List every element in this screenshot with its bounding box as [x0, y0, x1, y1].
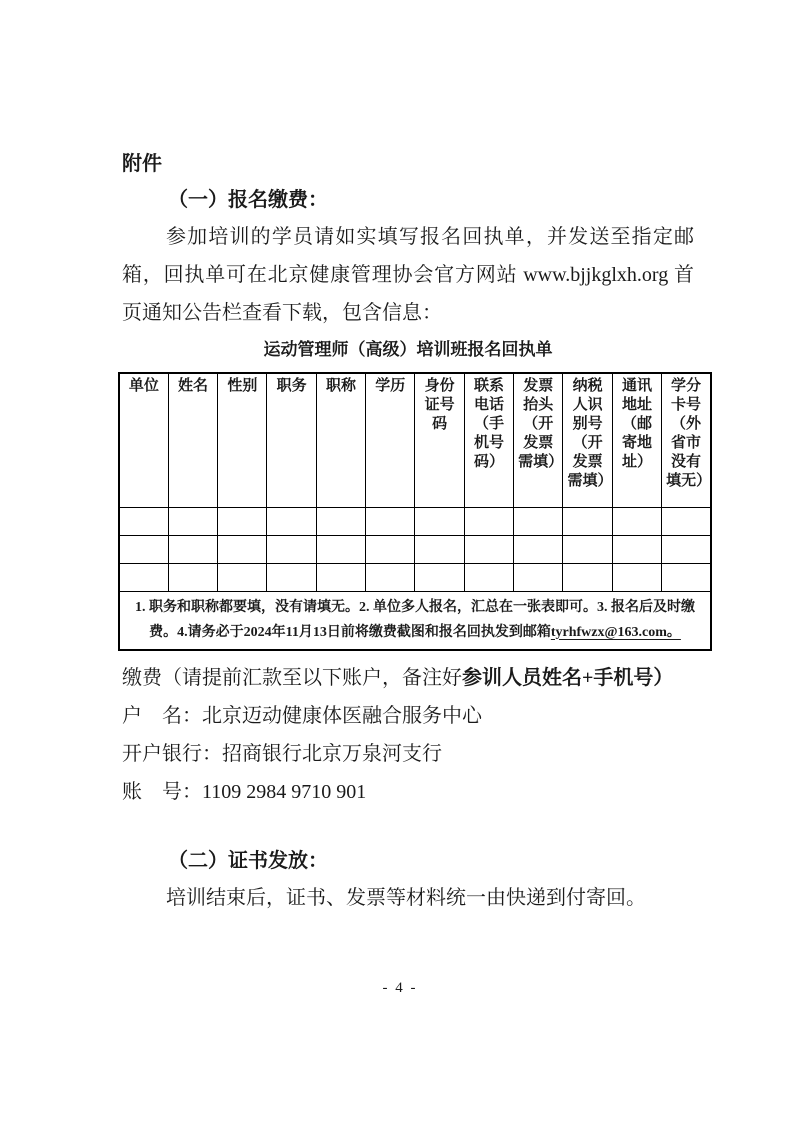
payment-intro-line: [122, 659, 694, 697]
page-number: - 4 -: [382, 980, 418, 996]
table-header-gender: 性别: [218, 373, 267, 507]
table-header-invoice-title: 发票抬头（开发票需填）: [514, 373, 563, 507]
table-cell: [119, 563, 168, 591]
table-header-id-number: 身份证号码: [415, 373, 464, 507]
section1-paragraph: 参加培训的学员请如实填写报名回执单，并发送至指定邮箱，回执单可在北京健康管理协会官方网站 www.bjjkglxh.org 首页通知公告栏查看下载，包含信息：: [122, 226, 694, 324]
table-header-row: [119, 373, 711, 507]
attachment-label: 附件: [122, 153, 162, 175]
table-cell: [267, 507, 316, 535]
table-header-phone: 联系电话（手机号码）: [464, 373, 513, 507]
payment-intro-bold: 参训人员姓名+手机号）: [462, 666, 674, 689]
table-cell: [366, 535, 415, 563]
table-row: [119, 535, 711, 563]
table-header-position: 职务: [267, 373, 316, 507]
payment-account-name: 户 名：北京迈动健康体医融合服务中心: [122, 704, 482, 727]
table-cell: [563, 535, 612, 563]
table-header-taxpayer-id: 纳税人识别号（开发票需填）: [563, 373, 612, 507]
table-header-mail-address: 通讯地址（邮寄地址）: [612, 373, 661, 507]
table-cell: [662, 507, 711, 535]
table-cell: [218, 507, 267, 535]
table-cell: [612, 507, 661, 535]
table-cell: [464, 507, 513, 535]
table-cell: [464, 535, 513, 563]
table-cell: [662, 535, 711, 563]
table-cell: [267, 535, 316, 563]
table-cell: [366, 563, 415, 591]
table-cell: [563, 563, 612, 591]
section2-heading: （二）证书发放：: [168, 849, 328, 872]
table-cell: [119, 535, 168, 563]
table-header-unit: 单位: [119, 373, 168, 507]
table-note-email: tyrhfwzx@163.com。: [550, 624, 681, 640]
payment-account-number: 账 号：1109 2984 9710 901: [122, 780, 367, 803]
table-note-text: 1. 职务和职称都要填，没有请填无。2. 单位多人报名，汇总在一张表即可。3. 报名后及时缴费。4.请务必于2024年11月13日前将缴费截图和报名回执发到邮箱: [135, 599, 695, 640]
table-header-credit-card-no: 学分卡号（外省市没有填无）: [662, 373, 711, 507]
table-cell: [218, 535, 267, 563]
table-cell: [514, 535, 563, 563]
table-row: [119, 563, 711, 591]
table-cell: [316, 507, 365, 535]
table-cell: [316, 535, 365, 563]
table-header-education: 学历: [366, 373, 415, 507]
table-cell: [514, 563, 563, 591]
table-cell: [316, 563, 365, 591]
table-cell: [218, 563, 267, 591]
table-cell: [168, 535, 217, 563]
table-title: 运动管理师（高级）培训班报名回执单: [263, 340, 553, 359]
table-note-row: [119, 591, 711, 650]
table-header-title: 职称: [316, 373, 365, 507]
table-cell: [415, 535, 464, 563]
table-row: [119, 507, 711, 535]
payment-info: [122, 659, 694, 811]
table-cell: [168, 563, 217, 591]
table-cell: [612, 535, 661, 563]
payment-bank: 开户银行：招商银行北京万泉河支行: [122, 742, 442, 765]
registration-receipt-table: [118, 372, 712, 651]
table-cell: [119, 507, 168, 535]
table-cell: [514, 507, 563, 535]
table-cell: [168, 507, 217, 535]
table-cell: [612, 563, 661, 591]
table-cell: [662, 563, 711, 591]
table-cell: [563, 507, 612, 535]
payment-intro-regular: 缴费（请提前汇款至以下账户，备注好: [122, 666, 462, 689]
table-cell: [464, 563, 513, 591]
table-header-name: 姓名: [168, 373, 217, 507]
section2-paragraph: 培训结束后，证书、发票等材料统一由快递到付寄回。: [166, 886, 646, 909]
table-cell: [415, 507, 464, 535]
table-note: [119, 591, 711, 650]
table-cell: [366, 507, 415, 535]
table-cell: [415, 563, 464, 591]
table-cell: [267, 563, 316, 591]
section1-heading: （一）报名缴费：: [168, 189, 328, 211]
